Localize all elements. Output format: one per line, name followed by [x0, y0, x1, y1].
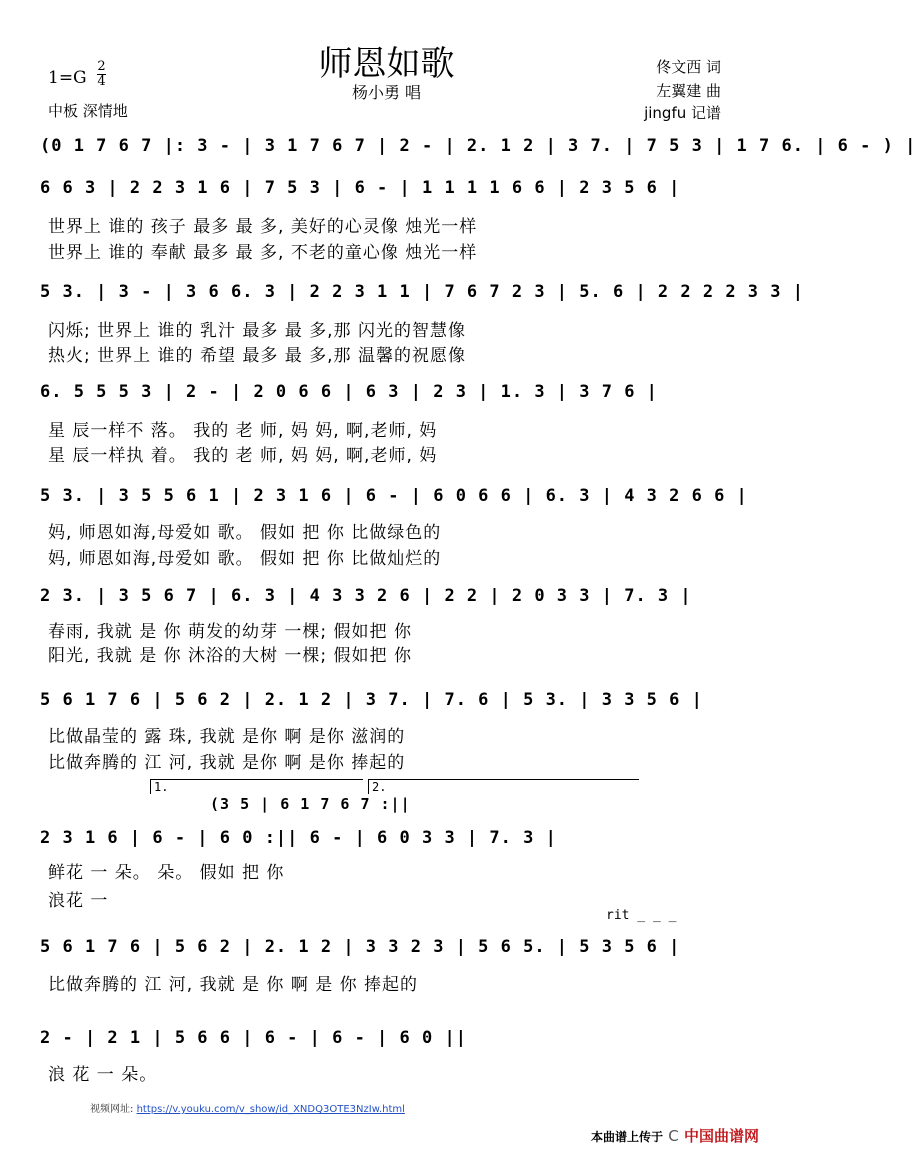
notation-line-1: (0 1 7 6 7 |: 3 - | 3 1 7 6 7 | 2 - | 2. 1 2 | 3 7. | 7 5 3 | 1 7 6. | 6 - ) | — [40, 136, 916, 156]
lyric-verse-2: 热火; 世界上 谁的 希望 最多 最 多,那 温馨的祝愿像 — [48, 346, 466, 366]
logo-mark-icon: C — [668, 1127, 679, 1145]
notation-line-9: 5 6 1 7 6 | 5 6 2 | 2. 1 2 | 3 3 2 3 | 5 6 5. | 5 3 5 6 | — [40, 937, 681, 957]
upload-note: 本曲谱上传于 — [590, 1130, 663, 1144]
composer-credit: 左翼建 曲 — [656, 82, 721, 100]
ritardando-marking: rit _ _ _ — [606, 908, 677, 923]
video-url-link[interactable]: https://v.youku.com/v_show/id_XNDQ3OTE3NzIw.html — [136, 1104, 405, 1115]
lyric-verse-1: 比做奔腾的 江 河, 我就 是 你 啊 是 你 捧起的 — [48, 975, 419, 995]
notation-line-10: 2 - | 2 1 | 5 6 6 | 6 - | 6 - | 6 0 || — [40, 1028, 467, 1048]
lyric-verse-2: 世界上 谁的 奉献 最多 最 多, 不老的童心像 烛光一样 — [48, 243, 478, 263]
singer: 杨小勇 唱 — [351, 83, 422, 102]
time-bottom: 4 — [97, 74, 106, 89]
lyric-verse-1: 鲜花 一 朵。 朵。 假如 把 你 — [48, 863, 285, 883]
lyric-verse-1: 星 辰一样不 落。 我的 老 师, 妈 妈, 啊,老师, 妈 — [48, 421, 438, 441]
notation-line-3: 5 3. | 3 - | 3 6 6. 3 | 2 2 3 1 1 | 7 6 7 2 3 | 5. 6 | 2 2 2 2 3 3 | — [40, 282, 804, 302]
song-title: 师恩如歌 — [318, 44, 455, 84]
lyric-verse-2: 星 辰一样执 着。 我的 老 师, 妈 妈, 啊,老师, 妈 — [48, 446, 438, 466]
lyric-verse-1: 妈, 师恩如海,母爱如 歌。 假如 把 你 比做绿色的 — [48, 523, 442, 543]
time-top: 2 — [97, 59, 106, 74]
time-signature — [97, 60, 106, 89]
second-ending-bracket — [368, 779, 639, 794]
repeat-pickup: (3 5 | 6 1 7 6 7 :|| — [210, 795, 411, 813]
site-name: 中国曲谱网 — [683, 1127, 759, 1145]
video-url-label: 视频网址: — [90, 1104, 134, 1115]
lyric-verse-2: 阳光, 我就 是 你 沐浴的大树 一棵; 假如把 你 — [48, 646, 412, 666]
notation-line-8: 2 3 1 6 | 6 - | 6 0 :|| 6 - | 6 0 3 3 | 7. 3 | — [40, 828, 557, 848]
notation-line-2: 6 6 3 | 2 2 3 1 6 | 7 5 3 | 6 - | 1 1 1 1 6 6 | 2 3 5 6 | — [40, 178, 681, 198]
video-url — [90, 1100, 405, 1115]
lyric-verse-2: 比做奔腾的 江 河, 我就 是你 啊 是你 捧起的 — [48, 753, 406, 773]
lyricist-credit: 佟文西 词 — [656, 58, 721, 76]
notation-line-5: 5 3. | 3 5 5 6 1 | 2 3 1 6 | 6 - | 6 0 6 6 | 6. 3 | 4 3 2 6 6 | — [40, 486, 748, 506]
lyric-verse-1: 春雨, 我就 是 你 萌发的幼芽 一棵; 假如把 你 — [48, 622, 412, 642]
second-ending-label: 2. — [372, 780, 387, 794]
notation-line-6: 2 3. | 3 5 6 7 | 6. 3 | 4 3 3 2 6 | 2 2 | 2 0 3 3 | 7. 3 | — [40, 586, 692, 606]
site-logo — [668, 1125, 759, 1146]
lyric-verse-2: 浪花 一 — [48, 891, 109, 911]
first-ending-label: 1. — [154, 780, 169, 794]
tempo-marking: 中板 深情地 — [48, 102, 128, 120]
notation-line-4: 6. 5 5 5 3 | 2 - | 2 0 6 6 | 6 3 | 2 3 | 1. 3 | 3 7 6 | — [40, 382, 658, 402]
transcriber-credit: jingfu 记谱 — [644, 104, 721, 122]
first-ending-bracket — [150, 779, 363, 794]
lyric-verse-1: 世界上 谁的 孩子 最多 最 多, 美好的心灵像 烛光一样 — [48, 217, 478, 237]
lyric-verse-1: 闪烁; 世界上 谁的 乳汁 最多 最 多,那 闪光的智慧像 — [48, 321, 466, 341]
lyric-verse-1: 浪 花 一 朵。 — [48, 1065, 158, 1085]
lyric-verse-1: 比做晶莹的 露 珠, 我就 是你 啊 是你 滋润的 — [48, 727, 406, 747]
notation-line-7: 5 6 1 7 6 | 5 6 2 | 2. 1 2 | 3 7. | 7. 6 | 5 3. | 3 3 5 6 | — [40, 690, 703, 710]
lyric-verse-2: 妈, 师恩如海,母爱如 歌。 假如 把 你 比做灿烂的 — [48, 549, 442, 569]
key-signature: 1=G — [48, 68, 87, 88]
